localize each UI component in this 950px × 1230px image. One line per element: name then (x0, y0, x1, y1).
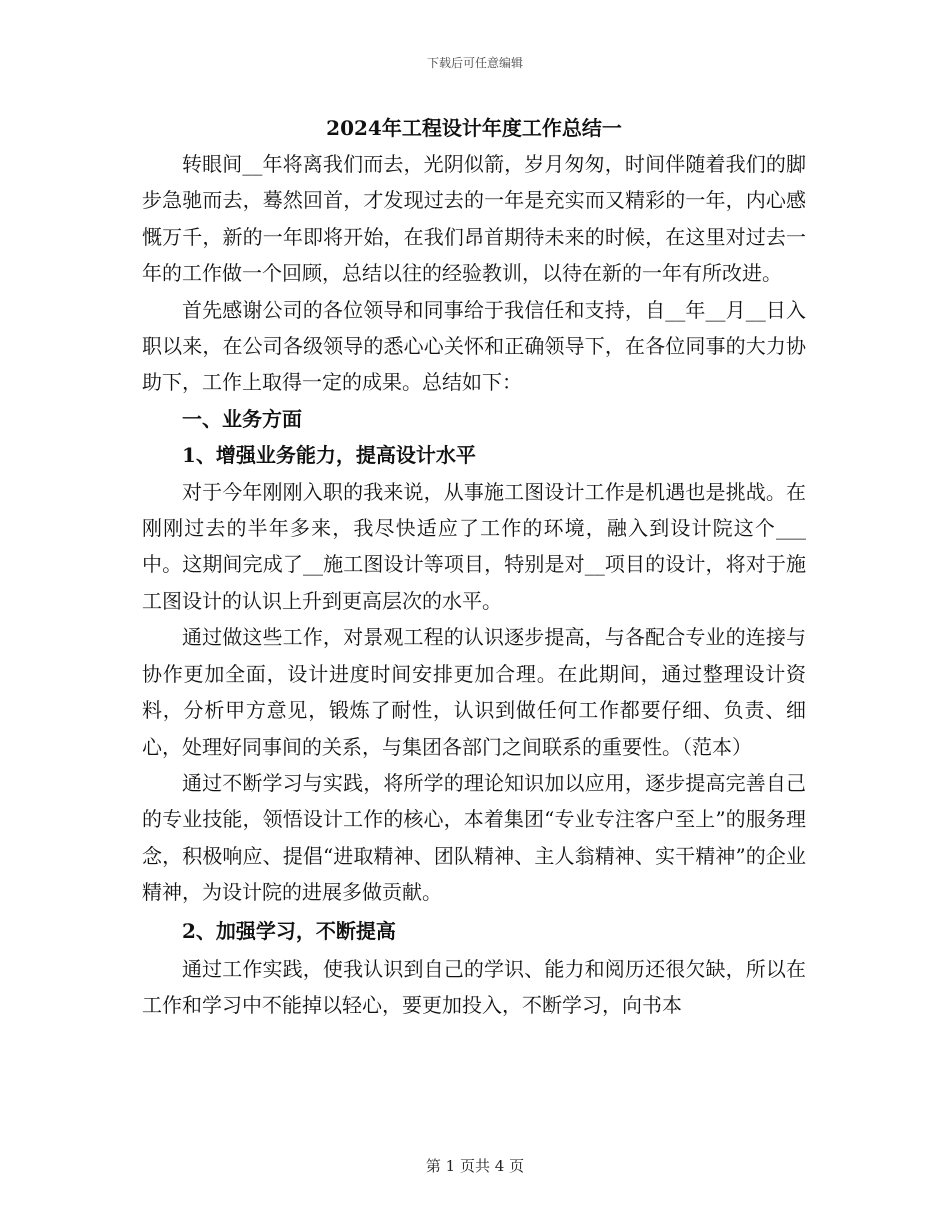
subsection-1-paragraph-2: 通过做这些工作，对景观工程的认识逐步提高，与各配合专业的连接与协作更加全面，设计进度时间安排更加合理。在此期间，通过整理设计资料，分析甲方意见，锻炼了耐性，认识到做任何工作都要仔细、负责、细心，处理好同事间的关系，与集团各部门之间联系的重要性。（范本） (142, 625, 806, 759)
subsection-heading-2: 2、加强学习，不断提高 (182, 918, 396, 943)
subsection-heading-1: 1、增强业务能力，提高设计水平 (182, 443, 476, 468)
subsection-1-paragraph-1: 对于今年刚刚入职的我来说，从事施工图设计工作是机遇也是挑战。在刚刚过去的半年多来，我尽快适应了工作的环境，融入到设计院这个___中。这期间完成了__施工图设计等项目，特别是对__项目的设计，将对于施工图设计的认识上升到更高层次的水平。 (142, 479, 806, 613)
intro-paragraph-2: 首先感谢公司的各位领导和同事给于我信任和支持，自__年__月__日入职以来，在公司各级领导的悉心心关怀和正确领导下，在各位同事的大力协助下，工作上取得一定的成果。总结如下： (142, 297, 806, 395)
page-header-note: 下载后可任意编辑 (426, 56, 523, 70)
subsection-2-paragraph-1: 通过工作实践，使我认识到自己的学识、能力和阅历还很欠缺，所以在工作和学习中不能掉以轻心，要更加投入，不断学习，向书本 (142, 956, 806, 1018)
intro-paragraph-1: 转眼间__年将离我们而去，光阴似箭，岁月匆匆，时间伴随着我们的脚步急驰而去，蓦然回首，才发现过去的一年是充实而又精彩的一年，内心感慨万千，新的一年即将开始，在我们昂首期待未来的时候，在这里对过去一年的工作做一个回顾，总结以往的经验教训，以待在新的一年有所改进。 (142, 152, 806, 286)
section-heading-business: 一、业务方面 (182, 406, 302, 431)
document-body (142, 110, 806, 1024)
subsection-1-paragraph-3: 通过不断学习与实践，将所学的理论知识加以应用，逐步提高完善自己的专业技能，领悟设计工作的核心，本着集团“专业专注客户至上”的服务理念，积极响应、提倡“进取精神、团队精神、主人翁精神、实干精神”的企业精神，为设计院的进展多做贡献。 (142, 770, 806, 905)
page-number: 第 1 页共 4 页 (425, 1157, 525, 1175)
document-title: 2024年工程设计年度工作总结一 (326, 116, 622, 140)
